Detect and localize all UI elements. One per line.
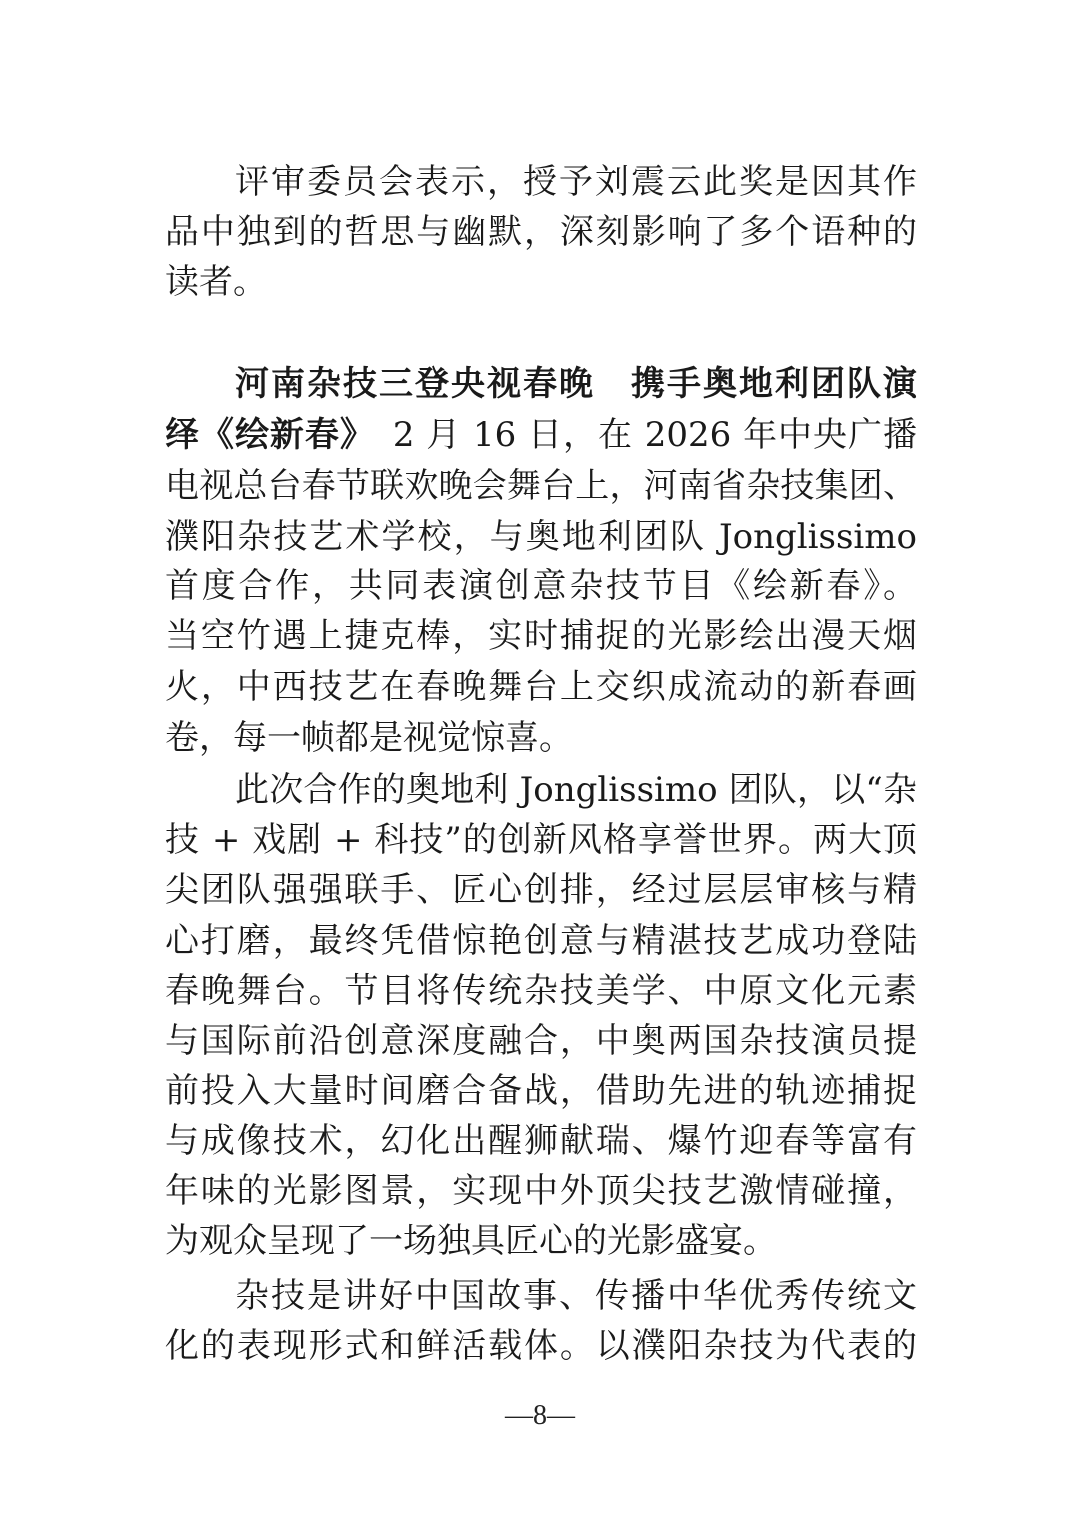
paragraph-line: 卷，每一帧都是视觉惊喜。 bbox=[165, 718, 573, 758]
paragraph-line: 读者。 bbox=[165, 262, 267, 302]
paragraph-line: 火，中西技艺在春晚舞台上交织成流动的新春画 bbox=[165, 667, 917, 707]
paragraph-line: 电视总台春节联欢晚会舞台上，河南省杂技集团、 bbox=[165, 466, 917, 506]
article-title-end: 绎《绘新春》 bbox=[165, 415, 358, 455]
paragraph-line: 濮阳杂技艺术学校，与奥地利团队 Jonglissimo bbox=[165, 517, 917, 557]
article-title-continued bbox=[165, 410, 917, 460]
page-number: —8— bbox=[505, 1400, 575, 1431]
paragraph-line: 当空竹遇上捷克棒，实时捕捉的光影绘出漫天烟 bbox=[165, 616, 917, 656]
paragraph-line: 心打磨，最终凭借惊艳创意与精湛技艺成功登陆 bbox=[165, 921, 917, 961]
paragraph-line: 首度合作，共同表演创意杂技节目《绘新春》。 bbox=[165, 566, 917, 606]
paragraph-line: 年味的光影图景，实现中外顶尖技艺激情碰撞， bbox=[165, 1171, 917, 1211]
article-title: 河南杂技三登央视春晚 携手奥地利团队演 bbox=[235, 364, 917, 404]
article-body-start: 2 月 16 日，在 2026 年中央广播 bbox=[357, 415, 917, 455]
paragraph-line: 与成像技术，幻化出醒狮献瑞、爆竹迎春等富有 bbox=[165, 1121, 917, 1161]
paragraph-line: 此次合作的奥地利 Jonglissimo 团队，以“杂 bbox=[235, 770, 917, 810]
paragraph-line: 为观众呈现了一场独具匠心的光影盛宴。 bbox=[165, 1221, 777, 1261]
paragraph-line: 技 + 戏剧 + 科技”的创新风格享誉世界。两大顶 bbox=[165, 820, 917, 860]
paragraph-line: 尖团队强强联手、匠心创排，经过层层审核与精 bbox=[165, 870, 917, 910]
paragraph-line: 杂技是讲好中国故事、传播中华优秀传统文 bbox=[235, 1276, 917, 1316]
paragraph-line: 与国际前沿创意深度融合，中奥两国杂技演员提 bbox=[165, 1021, 917, 1061]
paragraph-line: 化的表现形式和鲜活载体。以濮阳杂技为代表的 bbox=[165, 1326, 917, 1366]
paragraph-line: 春晚舞台。节目将传统杂技美学、中原文化元素 bbox=[165, 971, 917, 1011]
paragraph-line: 评审委员会表示，授予刘震云此奖是因其作 bbox=[235, 162, 917, 202]
paragraph-line: 前投入大量时间磨合备战，借助先进的轨迹捕捉 bbox=[165, 1071, 917, 1111]
paragraph-line: 品中独到的哲思与幽默，深刻影响了多个语种的 bbox=[165, 212, 917, 252]
